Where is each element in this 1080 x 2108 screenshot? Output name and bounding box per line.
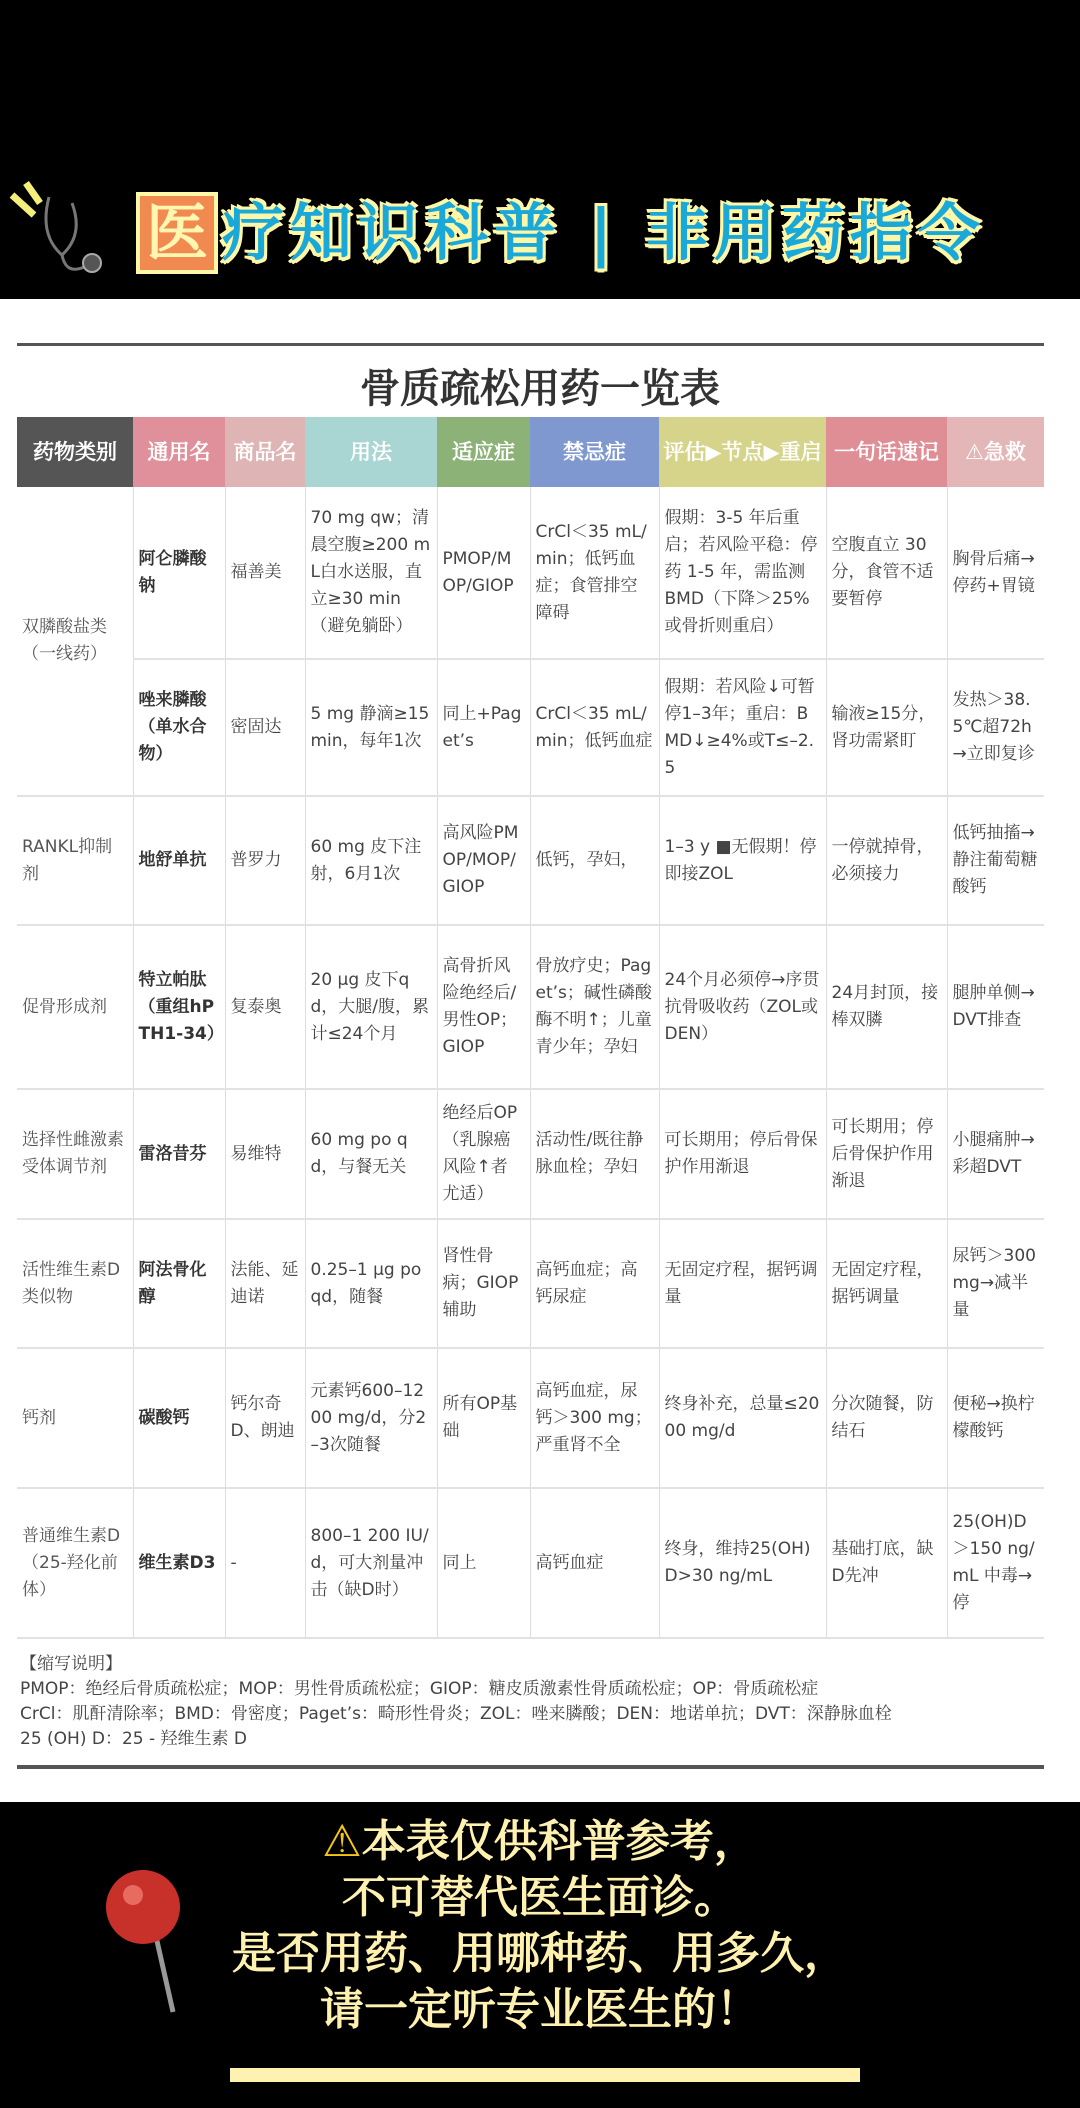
cell-assessment: 24个月必须停→序贯抗骨吸收药（ZOL或DEN） (659, 925, 826, 1089)
cell-emergency: 低钙抽搐→静注葡萄糖酸钙 (947, 796, 1044, 925)
table-row (17, 925, 1044, 1089)
cell-mnemonic: 24月封顶，接棒双膦 (826, 925, 947, 1089)
cell-contraindication: 高钙血症 (530, 1488, 659, 1638)
notes-heading: 【缩写说明】 (20, 1654, 122, 1674)
cell-brand-name: 普罗力 (225, 796, 305, 925)
notes-line: 25 (OH) D：25 - 羟维生素 D (20, 1729, 248, 1749)
cell-assessment: 终身，维持25(OH)D>30 ng/mL (659, 1488, 826, 1638)
cell-usage: 0.25–1 μg po qd，随餐 (305, 1219, 437, 1348)
cell-generic-name: 唑来膦酸（单水合物） (133, 659, 225, 796)
cell-category: 普通维生素D（25-羟化前体） (17, 1488, 133, 1638)
column-header: ⚠急救 (947, 417, 1044, 487)
column-header: 商品名 (225, 417, 305, 487)
table-row (17, 1348, 1044, 1488)
top-banner (0, 0, 1080, 299)
abbreviation-notes (20, 1652, 892, 1752)
cell-category: 促骨形成剂 (17, 925, 133, 1089)
cell-mnemonic: 基础打底，缺D先冲 (826, 1488, 947, 1638)
disclaimer-text (0, 1814, 1080, 2038)
table-row (17, 1089, 1044, 1219)
disclaimer-line: 是否用药、用哪种药、用多久， (232, 1928, 848, 1979)
page-title: 骨质疏松用药一览表 (360, 366, 720, 412)
cell-indication: 肾性骨病；GIOP辅助 (437, 1219, 530, 1348)
divider (17, 343, 1044, 346)
cell-contraindication: 骨放疗史；Paget’s；碱性磷酸酶不明↑；儿童青少年；孕妇 (530, 925, 659, 1089)
cell-mnemonic: 无固定疗程，据钙调量 (826, 1219, 947, 1348)
cell-brand-name: 福善美 (225, 487, 305, 659)
column-header: 药物类别 (17, 417, 133, 487)
cell-category: 钙剂 (17, 1348, 133, 1488)
cell-usage: 60 mg po qd，与餐无关 (305, 1089, 437, 1219)
cell-mnemonic: 分次随餐，防结石 (826, 1348, 947, 1488)
cell-brand-name: 密固达 (225, 659, 305, 796)
table-row (17, 1488, 1044, 1638)
cell-usage: 20 μg 皮下qd，大腿/腹，累计≤24个月 (305, 925, 437, 1089)
cell-mnemonic: 空腹直立 30 分，食管不适要暂停 (826, 487, 947, 659)
column-header: 禁忌症 (530, 417, 659, 487)
table-row (17, 1219, 1044, 1348)
column-header: 通用名 (133, 417, 225, 487)
cell-indication: 高骨折风险绝经后/男性OP；GIOP (437, 925, 530, 1089)
cell-assessment: 终身补充，总量≤2000 mg/d (659, 1348, 826, 1488)
cell-indication: 同上 (437, 1488, 530, 1638)
cell-generic-name: 阿法骨化醇 (133, 1219, 225, 1348)
cell-brand-name: - (225, 1488, 305, 1638)
cell-generic-name: 特立帕肽（重组hPTH1-34） (133, 925, 225, 1089)
cell-category: RANKL抑制剂 (17, 796, 133, 925)
cell-brand-name: 易维特 (225, 1089, 305, 1219)
column-header: 一句话速记 (826, 417, 947, 487)
cell-usage: 元素钙600–1200 mg/d，分2–3次随餐 (305, 1348, 437, 1488)
disclaimer-line: 请一定听专业医生的！ (320, 1984, 760, 2035)
cell-generic-name: 阿仑膦酸钠 (133, 487, 225, 659)
cell-brand-name: 复泰奥 (225, 925, 305, 1089)
cell-indication: PMOP/MOP/GIOP (437, 487, 530, 659)
cell-emergency: 胸骨后痛→停药+胃镜 (947, 487, 1044, 659)
cell-contraindication: CrCl＜35 mL/min；低钙血症 (530, 659, 659, 796)
table-row (17, 487, 1044, 659)
cell-category: 选择性雌激素受体调节剂 (17, 1089, 133, 1219)
table-header-row (17, 417, 1044, 487)
cell-contraindication: CrCl＜35 mL/min；低钙血症；食管排空障碍 (530, 487, 659, 659)
cell-generic-name: 碳酸钙 (133, 1348, 225, 1488)
cell-usage: 60 mg 皮下注射，6月1次 (305, 796, 437, 925)
table-row (17, 659, 1044, 796)
cell-mnemonic: 输液≥15分，肾功需紧盯 (826, 659, 947, 796)
cell-assessment: 1–3 y ■无假期！停即接ZOL (659, 796, 826, 925)
cell-indication: 所有OP基础 (437, 1348, 530, 1488)
cell-category: 双膦酸盐类（一线药） (17, 487, 133, 796)
cell-contraindication: 活动性/既往静脉血栓；孕妇 (530, 1089, 659, 1219)
cell-category: 活性维生素D 类似物 (17, 1219, 133, 1348)
warning-icon: ⚠ (322, 1816, 362, 1867)
cell-emergency: 便秘→换柠檬酸钙 (947, 1348, 1044, 1488)
cell-assessment: 假期：若风险↓可暂停1–3年；重启：BMD↓≥4%或T≤–2.5 (659, 659, 826, 796)
disclaimer-line: 不可替代医生面诊。 (342, 1872, 738, 1923)
cell-usage: 5 mg 静滴≥15 min，每年1次 (305, 659, 437, 796)
cell-assessment: 可长期用；停后骨保护作用渐退 (659, 1089, 826, 1219)
cell-contraindication: 高钙血症，尿钙＞300 mg；严重肾不全 (530, 1348, 659, 1488)
cell-mnemonic: 一停就掉骨，必须接力 (826, 796, 947, 925)
column-header: 评估▶节点▶重启 (659, 417, 826, 487)
table-row (17, 796, 1044, 925)
cell-emergency: 小腿痛肿→彩超DVT (947, 1089, 1044, 1219)
cell-generic-name: 维生素D3 (133, 1488, 225, 1638)
cell-usage: 800–1 200 IU/d，可大剂量冲击（缺D时） (305, 1488, 437, 1638)
cell-indication: 绝经后OP（乳腺癌风险↑者尤适） (437, 1089, 530, 1219)
cell-emergency: 腿肿单侧→DVT排查 (947, 925, 1044, 1089)
disclaimer-banner (0, 1802, 1080, 2108)
cell-emergency: 尿钙＞300 mg→减半量 (947, 1219, 1044, 1348)
drug-table-sheet (0, 299, 1080, 1802)
banner-title (136, 192, 986, 274)
cell-brand-name: 钙尔奇D、朗迪 (225, 1348, 305, 1488)
column-header: 适应症 (437, 417, 530, 487)
disclaimer-line: 本表仅供科普参考， (361, 1816, 758, 1867)
cell-emergency: 发热＞38.5℃超72h→立即复诊 (947, 659, 1044, 796)
drug-table (17, 417, 1044, 1639)
cell-contraindication: 高钙血症；高钙尿症 (530, 1219, 659, 1348)
cell-indication: 同上+Paget’s (437, 659, 530, 796)
cell-generic-name: 地舒单抗 (133, 796, 225, 925)
cell-usage: 70 mg qw；清晨空腹≥200 mL白水送服，直立≥30 min（避免躺卧） (305, 487, 437, 659)
column-header: 用法 (305, 417, 437, 487)
stethoscope-icon (4, 175, 114, 285)
notes-line: PMOP：绝经后骨质疏松症；MOP：男性骨质疏松症；GIOP：糖皮质激素性骨质疏松症；OP：骨质疏松症 (20, 1679, 819, 1699)
cell-assessment: 假期：3-5 年后重启；若风险平稳：停药 1-5 年，需监测 BMD（下降＞25% 或骨折则重启） (659, 487, 826, 659)
cell-mnemonic: 可长期用；停后骨保护作用渐退 (826, 1089, 947, 1219)
notes-line: CrCl：肌酐清除率；BMD：骨密度；Paget’s：畸形性骨炎；ZOL：唑来膦酸；DEN：地诺单抗；DVT：深静脉血栓 (20, 1704, 892, 1724)
underline-bar (230, 2068, 860, 2082)
divider (17, 1765, 1044, 1769)
cell-emergency: 25(OH)D＞150 ng/mL 中毒→停 (947, 1488, 1044, 1638)
cell-generic-name: 雷洛昔芬 (133, 1089, 225, 1219)
cell-indication: 高风险PMOP/MOP/GIOP (437, 796, 530, 925)
cell-contraindication: 低钙，孕妇， (530, 796, 659, 925)
cell-assessment: 无固定疗程，据钙调量 (659, 1219, 826, 1348)
banner-title-rest: 疗知识科普 | 非用药指令 (222, 196, 986, 269)
cell-brand-name: 法能、延迪诺 (225, 1219, 305, 1348)
banner-title-first: 医 (136, 192, 218, 274)
